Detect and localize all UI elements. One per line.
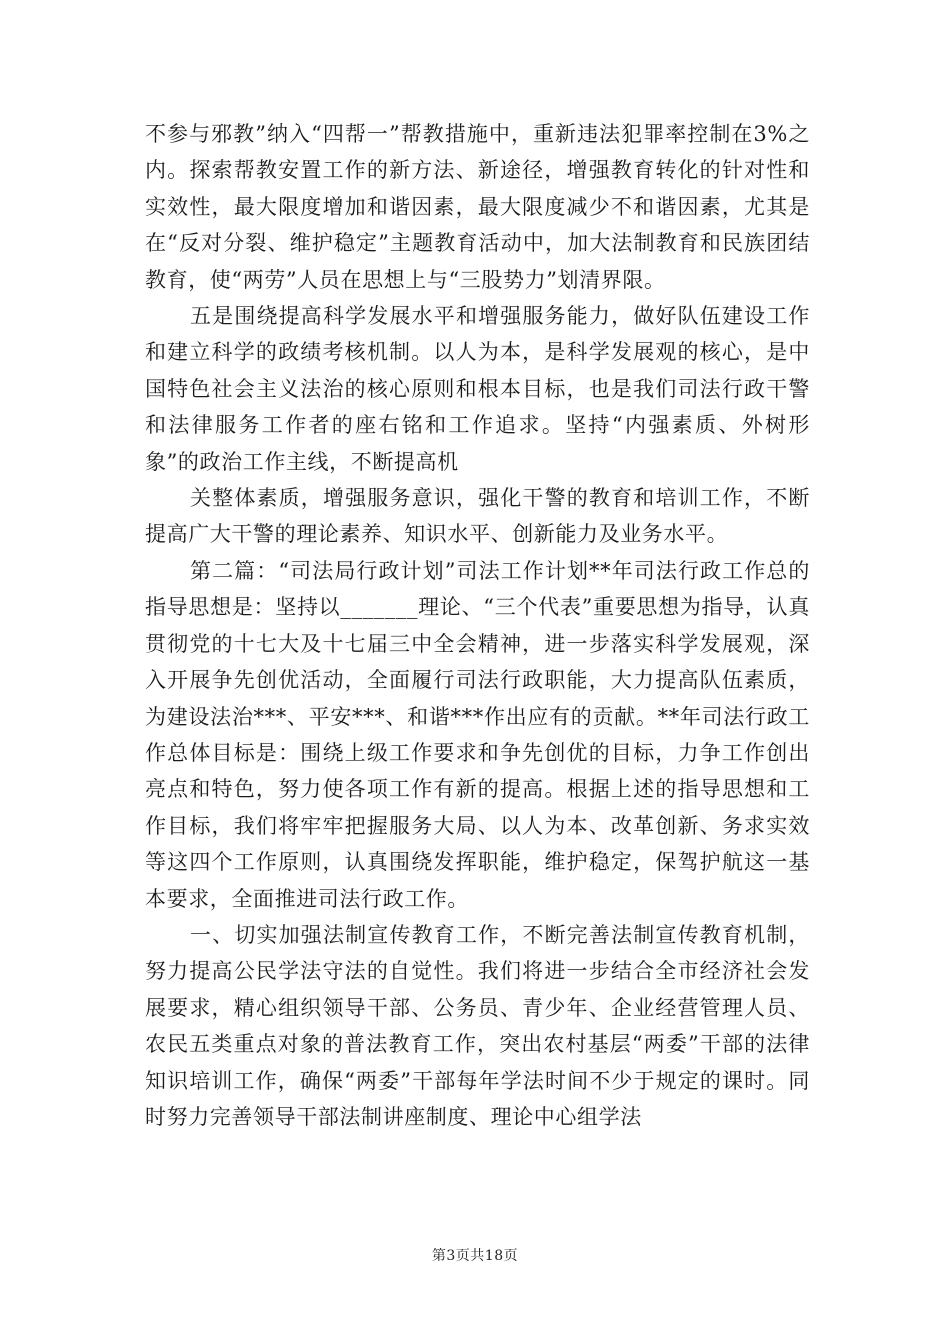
paragraph-section-one: 一、切实加强法制宣传教育工作，不断完善法制宣传教育机制，努力提高公民学法守法的自觉性。我们将进一步结合全市经济社会发展要求，精心组织领导干部、公务员、青少年、企业经营管理人员、农民五类重点对象的普法教育工作，突出农村基层“两委”干部的法律知识培训工作，确保“两委”干部每年学法时间不少于规定的课时。同时努力完善领导干部法制讲座制度、理论中心组学法	[145, 922, 810, 1129]
document-body	[145, 116, 810, 1135]
page-number-footer: 第3页共18页	[431, 1248, 519, 1264]
paragraph-overall-quality: 关整体素质，增强服务意识，强化干警的教育和培训工作，不断提高广大干警的理论素养、知识水平、创新能力及业务水平。	[145, 486, 810, 547]
paragraph-continuation: 不参与邪教”纳入“四帮一”帮教措施中，重新违法犯罪率控制在3%之内。探索帮教安置工作的新方法、新途径，增强教育转化的针对性和实效性，最大限度增加和谐因素，最大限度减少不和谐因素，尤其是在“反对分裂、维护稳定”主题教育活动中，加大法制教育和民族团结教育，使“两劳”人员在思想上与“三股势力”划清界限。	[145, 122, 810, 292]
paragraph-team-building: 五是围绕提高科学发展水平和增强服务能力，做好队伍建设工作和建立科学的政绩考核机制。以人为本，是科学发展观的核心，是中国特色社会主义法治的核心原则和根本目标，也是我们司法行政干警和法律服务工作者的座右铭和工作追求。坚持“内强素质、外树形象”的政治工作主线，不断提高机	[145, 304, 810, 474]
paragraph-second-article: 第二篇：“司法局行政计划”司法工作计划**年司法行政工作总的指导思想是：坚持以_______理论、“三个代表”重要思想为指导，认真贯彻党的十七大及十七届三中全会精神，进一步落实科学发展观，深入开展争先创优活动，全面履行司法行政职能，大力提高队伍素质，为建设法治***、平安***、和谐***作出应有的贡献。**年司法行政工作总体目标是：围绕上级工作要求和争先创优的目标，力争工作创出亮点和特色，努力使各项工作有新的提高。根据上述的指导思想和工作目标，我们将牢牢把握服务大局、以人为本、改革创新、务求实效等这四个工作原则，认真围绕发挥职能，维护稳定，保驾护航这一基本要求，全面推进司法行政工作。	[145, 558, 810, 911]
